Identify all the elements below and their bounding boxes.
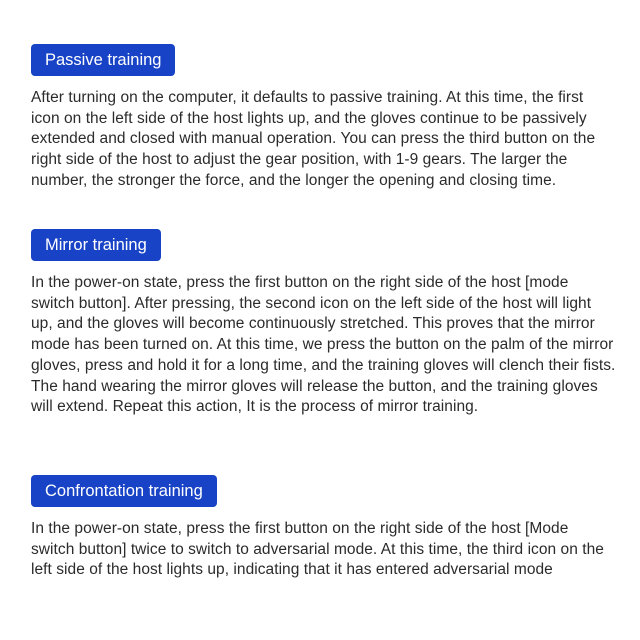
section-passive-training [31,44,616,192]
section-mirror-training [31,229,616,418]
section-body-mirror-training: In the power-on state, press the first button on the right side of the host [mode switch button]. After pressing, the second icon on the left side of the host will light up, and the gloves will become continuously stretched. This proves that the mirror mode has been turned on. At this time, we press the button on the palm of the mirror gloves, press and hold it for a long time, and the training gloves will clench their fists. The hand wearing the mirror gloves will release the button, and the training gloves will extend. Repeat this action, It is the process of mirror training. [31,274,616,416]
section-confrontation-training [31,475,616,581]
section-body-passive-training: After turning on the computer, it defaults to passive training. At this time, the first icon on the left side of the host lights up, and the gloves continue to be passively extended and closed with manual operation. You can press the third button on the right side of the host to adjust the gear position, with 1-9 gears. The larger the number, the stronger the force, and the longer the opening and closing time. [31,89,596,189]
section-heading-mirror-training: Mirror training [31,229,161,261]
section-heading-passive-training: Passive training [31,44,175,76]
section-heading-confrontation-training: Confrontation training [31,475,217,507]
section-body-confrontation-training: In the power-on state, press the first button on the right side of the host [Mode switch button] twice to switch to adversarial mode. At this time, the third icon on the left side of the host lights up, indicating that it has entered adversarial mode [31,520,604,579]
